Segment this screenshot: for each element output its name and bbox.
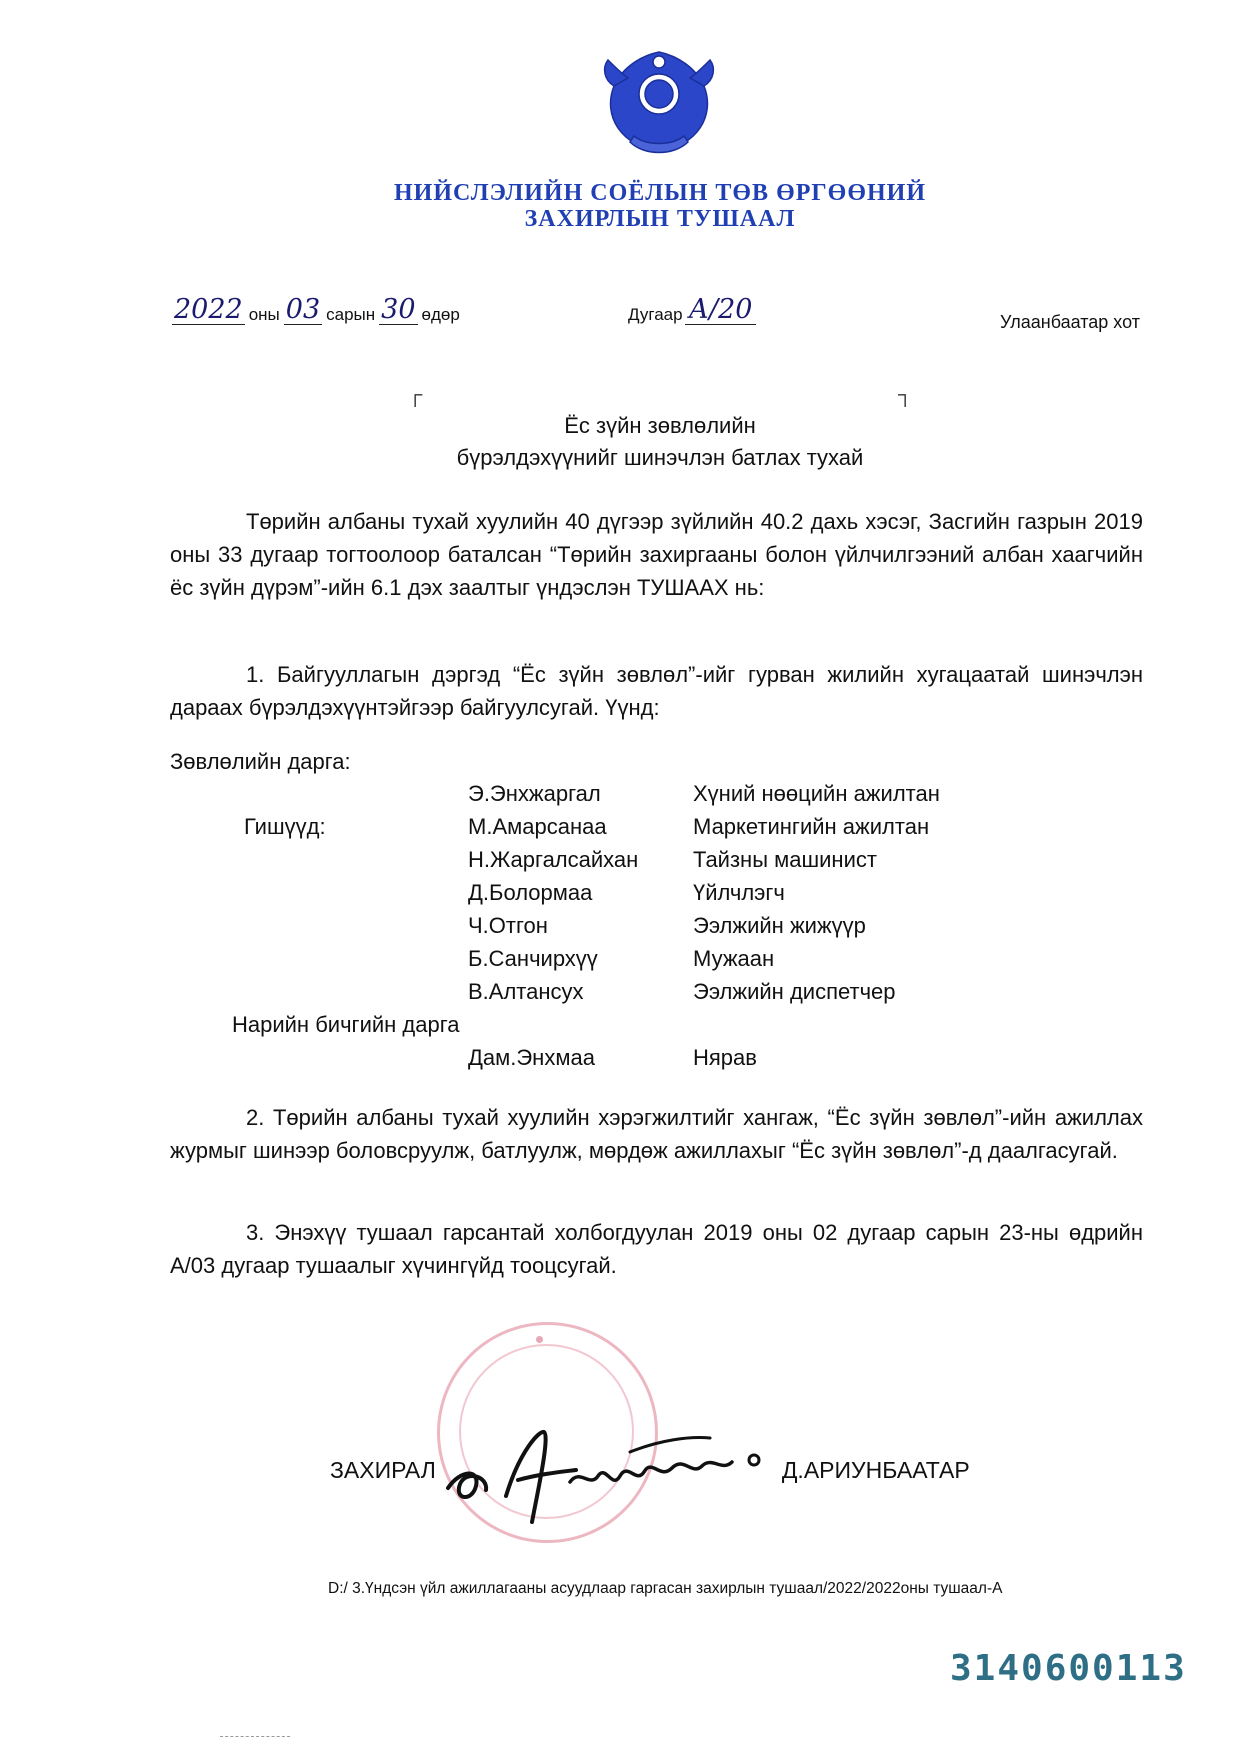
member-position: Маркетингийн ажилтан	[693, 814, 930, 839]
subject-line-2: бүрэлдэхүүнийг шинэчлэн батлах тухай	[456, 445, 864, 470]
member-name: Н.Жаргалсайхан	[468, 847, 639, 872]
left-corner-bracket: ┌	[408, 384, 423, 406]
handwritten-signature	[440, 1410, 770, 1530]
chair-label: Зөвлөлийн дарга:	[170, 749, 351, 774]
secretary-name: Дам.Энхмаа	[468, 1045, 595, 1070]
subject-line-1: Ёс зүйн зөвлөлийн	[564, 413, 756, 438]
item-1-paragraph: 1. Байгууллагын дэргэд “Ёс зүйн зөвлөл”-ийг гурван жилийн хугацаатай шинэчлэн дараах бүрэлдэхүүнтэйгээр байгуулсугай. Үүнд:	[170, 662, 1143, 720]
state-emblem-icon	[600, 46, 718, 162]
number-label: Дугаар	[628, 305, 683, 324]
members-label: Гишүүд:	[244, 814, 326, 839]
chair-position: Хүний нөөцийн ажилтан	[693, 781, 940, 806]
registration-number: 3140600113	[950, 1648, 1187, 1689]
order-number-line	[628, 296, 756, 325]
date-year: 2022	[174, 294, 243, 325]
subject-heading	[300, 410, 1020, 474]
chair-name: Э.Энхжаргал	[468, 781, 601, 806]
file-path-footer: D:/ 3.Үндсэн үйл ажиллагааны асуудлаар гаргасан захирлын тушаал/2022/2022оны тушаал-А	[328, 1580, 1003, 1597]
day-suffix: өдөр	[421, 305, 460, 324]
member-position: Тайзны машинист	[693, 847, 877, 872]
item-2-paragraph: 2. Төрийн албаны тухай хуулийн хэрэгжилтийг хангаж, “Ёс зүйн зөвлөл”-ийн ажиллах журмыг шинээр боловсруулж, батлуулж, мөрдөж ажиллахыг “Ёс зүйн зөвлөл”-д даалгасугай.	[170, 1105, 1143, 1163]
signatory-name: Д.АРИУНБААТАР	[781, 1456, 970, 1483]
year-suffix: оны	[248, 305, 280, 324]
member-name: Д.Болормаа	[468, 880, 593, 905]
secretary-label: Нарийн бичгийн дарга	[232, 1012, 460, 1037]
member-position: Үйлчлэгч	[693, 880, 785, 905]
date-month: 03	[285, 294, 321, 325]
member-position: Ээлжийн диспетчер	[693, 979, 896, 1004]
signatory-title: ЗАХИРАЛ	[330, 1456, 436, 1483]
title-line-2: ЗАХИРЛЫН ТУШААЛ	[524, 206, 796, 232]
member-name: Ч.Отгон	[468, 913, 548, 938]
member-name: В.Алтансух	[468, 979, 584, 1004]
city-label: Улаанбаатар хот	[1000, 312, 1140, 332]
official-seal-dot	[536, 1336, 543, 1343]
order-number: А/20	[685, 296, 757, 325]
member-position: Мужаан	[693, 946, 775, 971]
signature-block	[330, 1410, 970, 1530]
member-position: Ээлжийн жижүүр	[693, 913, 866, 938]
item-3-paragraph: 3. Энэхүү тушаал гарсантай холбогдуулан 2019 оны 02 дугаар сарын 23-ны өдрийн А/03 дугаар тушаалыг хүчингүйд тооцсугай.	[170, 1220, 1143, 1278]
scan-artifact-line	[220, 1736, 290, 1737]
right-corner-bracket: ┐	[898, 384, 913, 406]
document-title	[0, 180, 1240, 232]
secretary-position: Нярав	[693, 1045, 757, 1070]
month-suffix: сарын	[326, 305, 376, 324]
date-day: 30	[381, 294, 416, 325]
member-name: Б.Санчирхүү	[468, 946, 598, 971]
date-line	[172, 296, 460, 325]
title-line-1: НИЙСЛЭЛИЙН СОЁЛЫН ТӨВ ӨРГӨӨНИЙ	[393, 180, 927, 206]
intro-paragraph: Төрийн албаны тухай хуулийн 40 дүгээр зүйлийн 40.2 дахь хэсэг, Засгийн газрын 2019 оны 33 дугаар тогтоолоор баталсан “Төрийн захиргааны болон үйлчилгээний албан хаагчийн ёс зүйн дүрэм”-ийн 6.1 дэх заалтыг үндэслэн ТУШААХ нь:	[170, 509, 1143, 600]
member-name: М.Амарсанаа	[468, 814, 607, 839]
